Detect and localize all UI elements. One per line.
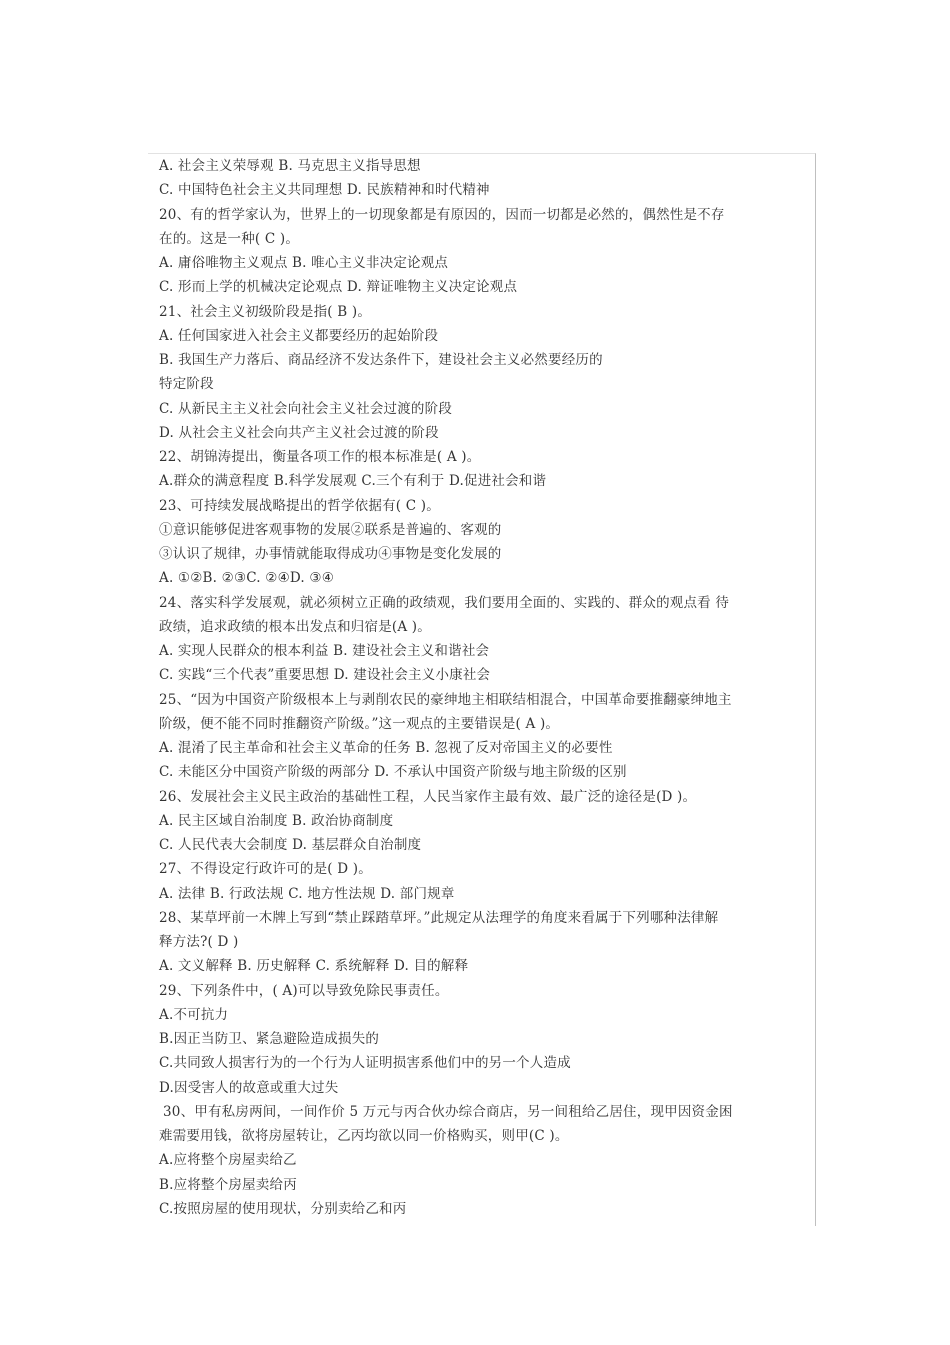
text-line: B. 我国生产力落后、商品经济不发达条件下，建设社会主义必然要经历的	[159, 352, 603, 368]
text-line: 特定阶段	[159, 376, 214, 393]
text-line: B.因正当防卫、紧急避险造成损失的	[159, 1031, 380, 1047]
document-body	[159, 154, 809, 1221]
text-line: ①意识能够促进客观事物的发展②联系是普遍的、客观的	[159, 521, 502, 538]
text-line: C. 中国特色社会主义共同理想 D. 民族精神和时代精神	[159, 182, 490, 199]
question-28: 28、某草坪前一木牌上写到“禁止踩踏草坪。”此规定从法理学的角度来看属于下列哪种法律解	[159, 909, 719, 926]
question-20: 20、有的哲学家认为，世界上的一切现象都是有原因的，因而一切都是必然的，偶然性是不存	[159, 206, 725, 223]
text-line: A. 法律 B. 行政法规 C. 地方性法规 D. 部门规章	[159, 885, 455, 902]
question-26: 26、发展社会主义民主政治的基础性工程，人民当家作主最有效、最广泛的途径是(D )。	[159, 788, 697, 805]
text-line: A.群众的满意程度 B.科学发展观 C.三个有利于 D.促进社会和谐	[159, 473, 547, 490]
text-line: A. ①②B. ②③C. ②④D. ③④	[159, 570, 335, 587]
text-line: D.因受害人的故意或重大过失	[159, 1079, 339, 1096]
question-22: 22、胡锦涛提出，衡量各项工作的根本标准是( A )。	[159, 449, 481, 465]
text-line: A. 文义解释 B. 历史解释 C. 系统解释 D. 目的解释	[159, 958, 469, 975]
text-line: B.应将整个房屋卖给丙	[159, 1176, 297, 1193]
text-line: C. 人民代表大会制度 D. 基层群众自治制度	[159, 837, 422, 853]
text-line: A. 混淆了民主革命和社会主义革命的任务 B. 忽视了反对帝国主义的必要性	[159, 740, 613, 756]
question-23: 23、可持续发展战略提出的哲学依据有( C )。	[159, 497, 440, 514]
question-29: 29、下列条件中，( A)可以导致免除民事责任。	[159, 982, 449, 999]
question-24: 24、落实科学发展观，就必须树立正确的政绩观，我们要用全面的、实践的、群众的观点看 待	[159, 594, 730, 611]
text-line: A.应将整个房屋卖给乙	[159, 1152, 297, 1169]
text-line: A. 社会主义荣辱观 B. 马克思主义指导思想	[159, 158, 421, 174]
text-line: C. 形而上学的机械决定论观点 D. 辩证唯物主义决定论观点	[159, 279, 518, 296]
text-line: 在的。这是一种( C )。	[159, 230, 300, 247]
text-line: C.按照房屋的使用现状，分别卖给乙和丙	[159, 1200, 407, 1217]
question-30: 30、甲有私房两间，一间作价 5 万元与丙合伙办综合商店，另一间租给乙居住，现甲因资金困	[163, 1103, 733, 1120]
text-line: A. 任何国家进入社会主义都要经历的起始阶段	[159, 327, 439, 344]
question-21: 21、社会主义初级阶段是指( B )。	[159, 303, 372, 320]
text-line: A.不可抗力	[159, 1006, 229, 1023]
text-line: 释方法?( D )	[159, 934, 239, 950]
text-line: C. 从新民主主义社会向社会主义社会过渡的阶段	[159, 400, 453, 417]
text-line: ③认识了规律，办事情就能取得成功④事物是变化发展的	[159, 546, 502, 562]
text-line: C. 未能区分中国资产阶级的两部分 D. 不承认中国资产阶级与地主阶级的区别	[159, 764, 627, 781]
text-line: A. 民主区域自治制度 B. 政治协商制度	[159, 812, 394, 829]
text-line: A. 庸俗唯物主义观点 B. 唯心主义非决定论观点	[159, 255, 449, 271]
question-27: 27、不得设定行政许可的是( D )。	[159, 861, 372, 878]
question-25: 25、“因为中国资产阶级根本上与剥削农民的豪绅地主相联结相混合，中国革命要推翻豪绅地主	[159, 691, 732, 708]
text-line: A. 实现人民群众的根本利益 B. 建设社会主义和谐社会	[159, 643, 490, 659]
text-line: 阶级，便不能不同时推翻资产阶级。”这一观点的主要错误是( A )。	[159, 715, 560, 732]
text-line: C. 实践“三个代表”重要思想 D. 建设社会主义小康社会	[159, 667, 491, 684]
text-line: D. 从社会主义社会向共产主义社会过渡的阶段	[159, 424, 439, 441]
text-line: 政绩，追求政绩的根本出发点和归宿是(A )。	[159, 618, 431, 635]
text-line: 难需要用钱，欲将房屋转让，乙丙均欲以同一价格购买，则甲(C )。	[159, 1128, 569, 1144]
text-line: C.共同致人损害行为的一个行为人证明损害系他们中的另一个人造成	[159, 1055, 571, 1072]
